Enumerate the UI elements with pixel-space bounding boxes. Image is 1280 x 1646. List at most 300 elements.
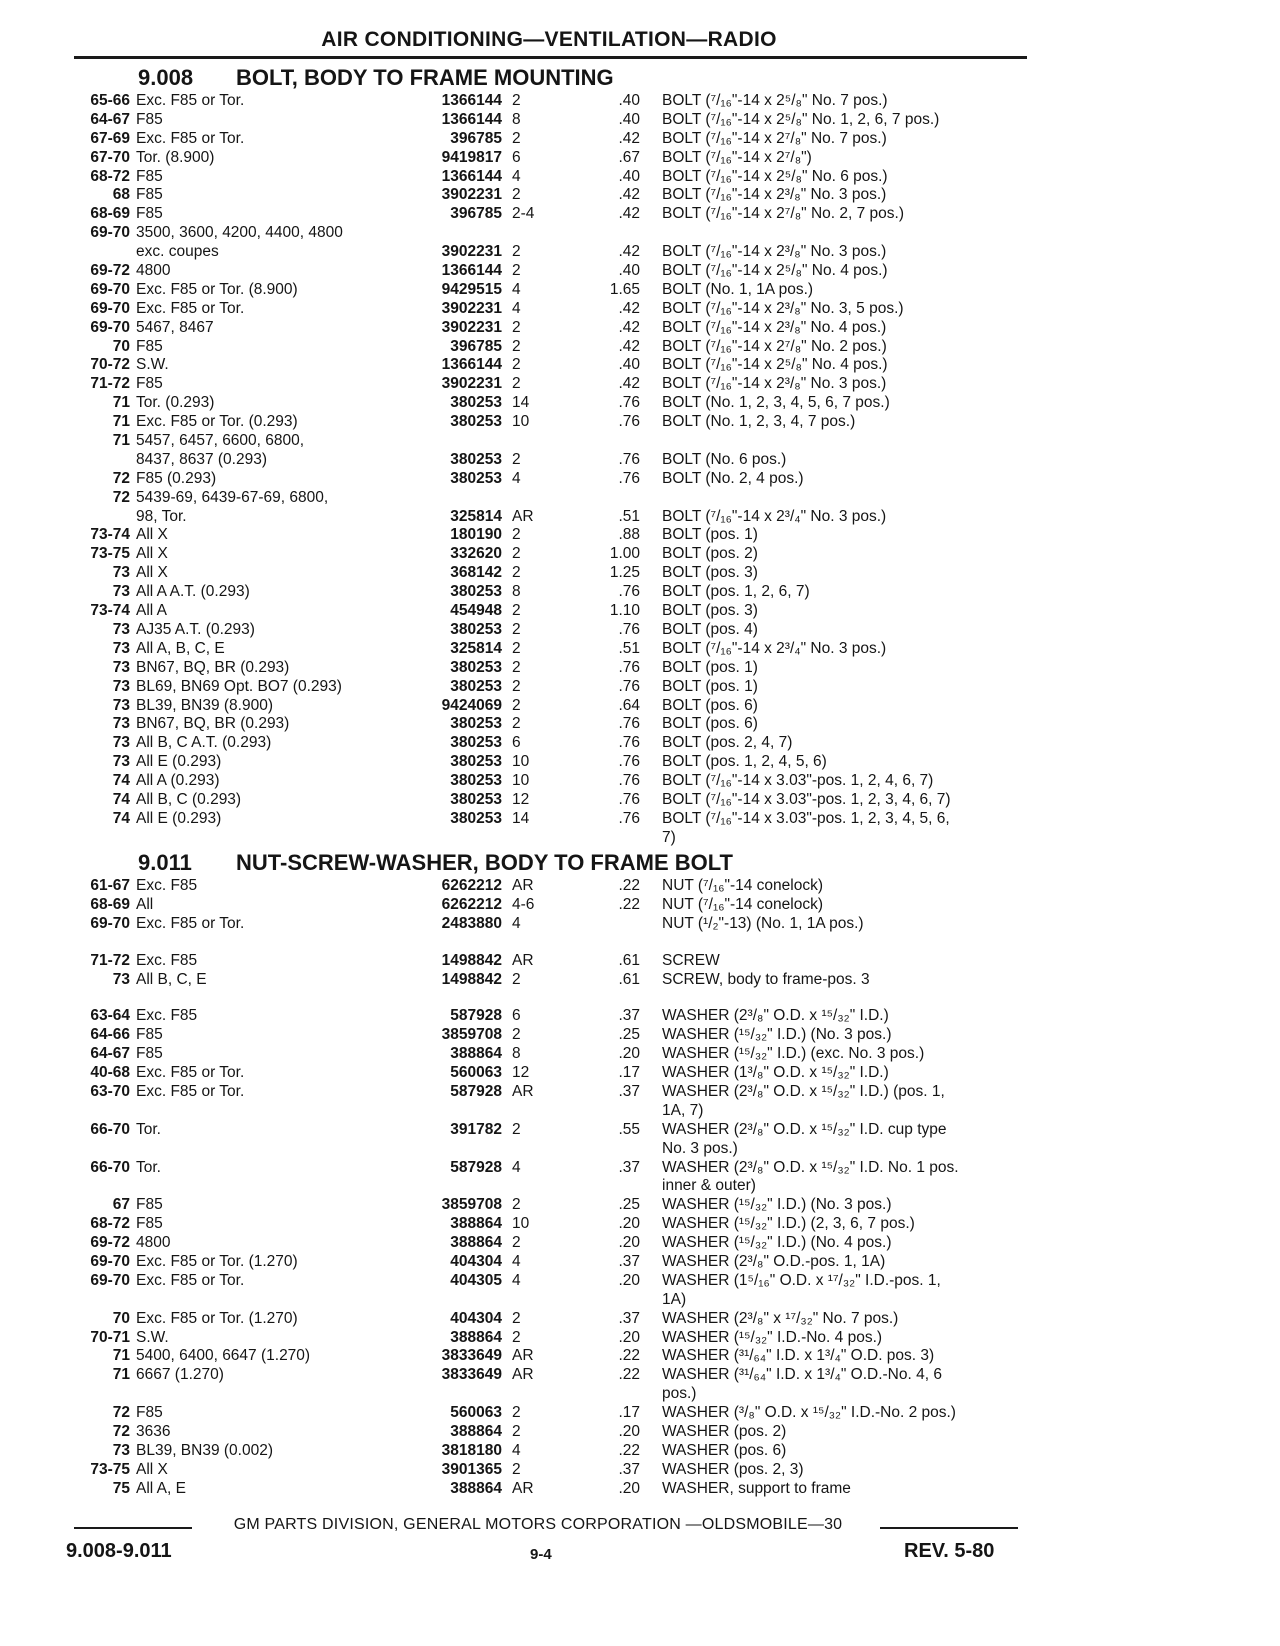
price-cell: .20 [618,1328,640,1346]
model-cell: 98, Tor. [136,507,187,525]
price-cell: .51 [618,639,640,657]
part-number-cell: 560063 [450,1064,502,1082]
model-cell: F85 [136,205,163,223]
model-cell: All B, C, E [136,970,207,988]
quantity-cell: 4-6 [512,895,535,913]
years-cell: 73-74 [90,602,130,620]
part-number-cell: 380253 [450,658,502,676]
description-cell: BOLT (⁷/₁₆"-14 x 2³/₈" No. 4 pos.) [662,318,887,336]
part-number-cell: 380253 [450,809,502,827]
model-cell: All B, C A.T. (0.293) [136,734,272,752]
table-row [0,1272,1280,1291]
model-cell: 8437, 8637 (0.293) [136,450,267,468]
table-row [0,1385,1280,1404]
price-cell: .37 [618,1253,640,1271]
quantity-cell: 8 [512,1045,521,1063]
price-cell: .37 [618,1007,640,1025]
price-cell: .40 [618,262,640,280]
model-cell: F85 [136,1045,163,1063]
price-cell: .37 [618,1083,640,1101]
years-cell: 71-72 [90,375,130,393]
model-cell: 3500, 3600, 4200, 4400, 4800 [136,224,343,242]
model-cell: All X [136,564,168,582]
price-cell: .22 [618,1441,640,1459]
part-number-cell: 380253 [450,469,502,487]
section-9-008 [0,64,1280,848]
quantity-cell: 2 [512,1196,521,1214]
description-cell: WASHER (2³/₈" O.D. x ¹⁵/₃₂" I.D.) (pos. 1, [662,1083,945,1101]
description-cell: BOLT (⁷/₁₆"-14 x 2³/₈" No. 3 pos.) [662,375,887,393]
description-cell: WASHER (¹⁵/₃₂" I.D.) (No. 3 pos.) [662,1196,892,1214]
table-row [0,1140,1280,1159]
description-cell: WASHER (pos. 6) [662,1441,787,1459]
table-row [0,1404,1280,1423]
price-cell: .67 [618,148,640,166]
description-cell: WASHER (¹⁵/₃₂" I.D.) (No. 4 pos.) [662,1234,892,1252]
years-cell: 74 [112,772,130,790]
table-row [0,1083,1280,1102]
description-cell: WASHER (¹⁵/₃₂" I.D.-No. 4 pos.) [662,1328,883,1346]
quantity-cell: 2 [512,639,521,657]
price-cell: .76 [618,753,640,771]
quantity-cell: 2 [512,658,521,676]
table-row [0,1480,1280,1499]
model-cell: F85 [136,375,163,393]
table-row [0,640,1280,659]
years-cell: 73 [112,970,130,988]
part-number-cell: 404305 [450,1271,502,1289]
years-cell: 69-70 [90,224,130,242]
quantity-cell: 2 [512,715,521,733]
part-number-cell: 560063 [450,1404,502,1422]
model-cell: Tor. [136,1120,161,1138]
model-cell: F85 [136,1196,163,1214]
years-cell: 72 [112,488,130,506]
price-cell: .61 [618,970,640,988]
table-row [0,1121,1280,1140]
quantity-cell: 4 [512,167,521,185]
footer-revision: REV. 5-80 [904,1540,995,1562]
quantity-cell: 10 [512,772,530,790]
quantity-cell: AR [512,1347,534,1365]
description-cell: BOLT (No. 1, 2, 3, 4, 5, 6, 7 pos.) [662,394,890,412]
years-cell: 69-70 [90,280,130,298]
price-cell: .42 [618,205,640,223]
model-cell: BL39, BN39 (0.002) [136,1441,274,1459]
quantity-cell: 8 [512,583,521,601]
table-row [0,1177,1280,1196]
model-cell: All [136,895,154,913]
description-cell: No. 3 pos.) [662,1139,738,1157]
table-row [0,186,1280,205]
table-row [0,877,1280,896]
table-row [0,130,1280,149]
model-cell: F85 [136,1026,163,1044]
table-row [0,583,1280,602]
table-row [0,262,1280,281]
description-cell: BOLT (⁷/₁₆"-14 x 2⁵/₈" No. 4 pos.) [662,356,888,374]
part-number-cell: 3902231 [441,186,502,204]
quantity-cell: 4 [512,1271,521,1289]
model-cell: 5400, 6400, 6647 (1.270) [136,1347,311,1365]
quantity-cell: 2 [512,1460,521,1478]
description-cell: WASHER (³/₈" O.D. x ¹⁵/₃₂" I.D.-No. 2 pos.) [662,1404,956,1422]
table-row [0,168,1280,187]
price-cell: .22 [618,895,640,913]
years-cell: 73-75 [90,545,130,563]
part-number-cell: 3859708 [441,1026,502,1044]
part-number-cell: 3902231 [441,299,502,317]
description-cell: BOLT (No. 2, 4 pos.) [662,469,804,487]
model-cell: All A [136,602,168,620]
years-cell: 73 [112,583,130,601]
part-number-cell: 380253 [450,753,502,771]
quantity-cell: 2 [512,1404,521,1422]
description-cell: WASHER (2³/₈" O.D. x ¹⁵/₃₂" I.D. No. 1 pos. [662,1158,959,1176]
table-row [0,1196,1280,1215]
description-cell: BOLT (pos. 1, 2, 6, 7) [662,583,810,601]
price-cell: .20 [618,1479,640,1497]
price-cell: .61 [618,951,640,969]
model-cell: Exc. F85 or Tor. (1.270) [136,1309,298,1327]
part-number-cell: 380253 [450,677,502,695]
price-cell: 1.65 [609,280,640,298]
table-row [0,772,1280,791]
part-number-cell: 3818180 [441,1441,502,1459]
table-row [0,971,1280,990]
price-cell: .25 [618,1026,640,1044]
years-cell: 68-69 [90,895,130,913]
table-row [0,952,1280,971]
price-cell: .76 [618,772,640,790]
quantity-cell: 2 [512,356,521,374]
quantity-cell: 2 [512,1120,521,1138]
years-cell: 71 [112,413,130,431]
table-row [0,791,1280,810]
years-cell: 73 [112,734,130,752]
price-cell: .51 [618,507,640,525]
years-cell: 70-72 [90,356,130,374]
model-cell: F85 [136,167,163,185]
model-cell: S.W. [136,356,169,374]
quantity-cell: AR [512,1083,534,1101]
description-cell: BOLT (pos. 3) [662,564,758,582]
quantity-cell: 2 [512,620,521,638]
quantity-cell: 2 [512,375,521,393]
table-row [0,1423,1280,1442]
table-row [0,1347,1280,1366]
part-number-cell: 380253 [450,620,502,638]
price-cell: .22 [618,877,640,894]
part-number-cell: 388864 [450,1328,502,1346]
model-cell: BL39, BN39 (8.900) [136,696,274,714]
price-cell: .37 [618,1309,640,1327]
model-cell: All A, B, C, E [136,639,225,657]
price-cell: .42 [618,318,640,336]
years-cell: 63-64 [90,1007,130,1025]
description-cell: BOLT (pos. 1) [662,658,758,676]
model-cell: All X [136,1460,168,1478]
years-cell: 69-72 [90,1234,130,1252]
quantity-cell: AR [512,877,534,894]
table-row [0,602,1280,621]
years-cell: 65-66 [90,92,130,109]
description-cell: NUT (¹/₂"-13) (No. 1, 1A pos.) [662,914,864,932]
table-row [0,300,1280,319]
quantity-cell: 2 [512,243,521,261]
years-cell: 71 [112,432,130,450]
description-cell: WASHER (1⁵/₁₆" O.D. x ¹⁷/₃₂" I.D.-pos. 1, [662,1271,941,1289]
table-row [0,243,1280,262]
model-cell: 4800 [136,1234,171,1252]
model-cell: 5467, 8467 [136,318,214,336]
part-number-cell: 404304 [450,1253,502,1271]
description-cell: WASHER (¹⁵/₃₂" I.D.) (2, 3, 6, 7 pos.) [662,1215,915,1233]
description-cell: WASHER (2³/₈" O.D.-pos. 1, 1A) [662,1253,886,1271]
part-number-cell: 332620 [450,545,502,563]
years-cell: 64-67 [90,110,130,128]
price-cell: .20 [618,1423,640,1441]
description-cell: BOLT (No. 6 pos.) [662,450,787,468]
quantity-cell: 2 [512,262,521,280]
years-cell: 69-70 [90,1271,130,1289]
years-cell: 73 [112,639,130,657]
description-cell: WASHER (2³/₈" O.D. x ¹⁵/₃₂" I.D.) [662,1007,889,1025]
part-number-cell: 380253 [450,772,502,790]
quantity-cell: 2 [512,1026,521,1044]
description-cell: WASHER (³¹/₆₄" I.D. x 1³/₄" O.D.-No. 4, 6 [662,1366,942,1384]
description-cell: WASHER (¹⁵/₃₂" I.D.) (No. 3 pos.) [662,1026,892,1044]
description-cell: 1A) [662,1290,687,1308]
price-cell: .76 [618,809,640,827]
model-cell: All A (0.293) [136,772,220,790]
price-cell: .76 [618,583,640,601]
years-cell: 70 [112,337,130,355]
description-cell: BOLT (pos. 6) [662,696,758,714]
quantity-cell: AR [512,1479,534,1497]
model-cell: Exc. F85 [136,1007,198,1025]
quantity-cell: 6 [512,1007,521,1025]
years-cell: 71 [112,1366,130,1384]
quantity-cell: 8 [512,110,521,128]
part-number-cell: 368142 [450,564,502,582]
part-number-cell: 391782 [450,1120,502,1138]
description-cell: SCREW, body to frame-pos. 3 [662,970,870,988]
years-cell: 40-68 [90,1064,130,1082]
table-row [0,526,1280,545]
part-number-cell: 587928 [450,1083,502,1101]
price-cell: .76 [618,658,640,676]
description-cell: NUT (⁷/₁₆"-14 conelock) [662,877,823,894]
model-cell: F85 [136,1404,163,1422]
description-cell: BOLT (⁷/₁₆"-14 x 2³/₈" No. 3 pos.) [662,186,887,204]
table-row [0,338,1280,357]
table-row [0,659,1280,678]
model-cell: Exc. F85 or Tor. (8.900) [136,280,298,298]
description-cell: BOLT (pos. 6) [662,715,758,733]
model-cell: Exc. F85 [136,877,198,894]
description-cell: WASHER, support to frame [662,1479,851,1497]
quantity-cell: 2 [512,1309,521,1327]
model-cell: BL69, BN69 Opt. BO7 (0.293) [136,677,342,695]
model-cell: Exc. F85 or Tor. [136,92,245,109]
part-number-cell: 380253 [450,715,502,733]
part-number-cell: 454948 [450,602,502,620]
parts-list [0,92,1280,848]
years-cell: 61-67 [90,877,130,894]
model-cell: Exc. F85 or Tor. [136,299,245,317]
table-row [0,394,1280,413]
quantity-cell: 12 [512,1064,530,1082]
part-number-cell: 396785 [450,205,502,223]
description-cell: pos.) [662,1385,697,1403]
table-row [0,1159,1280,1178]
quantity-cell: 2 [512,1328,521,1346]
footer-publisher: GM PARTS DIVISION, GENERAL MOTORS CORPORATION —OLDSMOBILE—30 [233,1516,843,1533]
years-cell: 69-70 [90,299,130,317]
model-cell: All A A.T. (0.293) [136,583,250,601]
model-cell: Tor. [136,1158,161,1176]
part-number-cell: 587928 [450,1007,502,1025]
model-cell: Tor. (0.293) [136,394,215,412]
price-cell: .37 [618,1460,640,1478]
quantity-cell: 12 [512,790,530,808]
price-cell: .88 [618,526,640,544]
years-cell: 66-70 [90,1120,130,1138]
part-number-cell: 1366144 [441,262,502,280]
part-number-cell: 6262212 [441,877,502,894]
table-row [0,564,1280,583]
description-cell: BOLT (⁷/₁₆"-14 x 2⁷/₈" No. 2, 7 pos.) [662,205,904,223]
description-cell: 1A, 7) [662,1101,704,1119]
model-cell: Exc. F85 [136,951,198,969]
table-row [0,697,1280,716]
quantity-cell: 4 [512,1441,521,1459]
years-cell: 72 [112,1423,130,1441]
model-cell: All X [136,545,168,563]
quantity-cell: 2 [512,1423,521,1441]
part-number-cell: 388864 [450,1215,502,1233]
years-cell: 69-70 [90,1253,130,1271]
table-row [0,1215,1280,1234]
description-cell: BOLT (No. 1, 2, 3, 4, 7 pos.) [662,413,856,431]
price-cell: .55 [618,1120,640,1138]
price-cell: .76 [618,469,640,487]
table-row [0,1310,1280,1329]
part-number-cell: 396785 [450,337,502,355]
model-cell: Exc. F85 or Tor. [136,1064,245,1082]
quantity-cell: 10 [512,753,530,771]
part-number-cell: 325814 [450,507,502,525]
model-cell: Tor. (8.900) [136,148,215,166]
model-cell: F85 (0.293) [136,469,217,487]
quantity-cell: 6 [512,734,521,752]
part-number-cell: 6262212 [441,895,502,913]
table-row [0,1329,1280,1348]
price-cell: .42 [618,299,640,317]
model-cell: All A, E [136,1479,186,1497]
quantity-cell: 10 [512,1215,530,1233]
price-cell: .76 [618,394,640,412]
price-cell: 1.25 [609,564,640,582]
part-number-cell: 1366144 [441,167,502,185]
description-cell: BOLT (pos. 1) [662,677,758,695]
part-number-cell: 388864 [450,1479,502,1497]
description-cell: WASHER (2³/₈" O.D. x ¹⁵/₃₂" I.D. cup type [662,1120,947,1138]
years-cell: 69-70 [90,318,130,336]
description-cell: BOLT (⁷/₁₆"-14 x 2⁵/₈" No. 4 pos.) [662,262,888,280]
years-cell: 74 [112,790,130,808]
years-cell: 74 [112,809,130,827]
quantity-cell: 4 [512,1253,521,1271]
years-cell: 71 [112,1347,130,1365]
description-cell: WASHER (pos. 2, 3) [662,1460,804,1478]
years-cell: 73 [112,564,130,582]
years-cell: 73 [112,753,130,771]
table-row [0,205,1280,224]
table-row [0,1007,1280,1026]
table-row [0,1234,1280,1253]
section-title [0,64,1280,92]
part-number-cell: 380253 [450,790,502,808]
part-number-cell: 1366144 [441,110,502,128]
part-number-cell: 3833649 [441,1366,502,1384]
description-cell: BOLT (⁷/₁₆"-14 x 2⁷/₈" No. 2 pos.) [662,337,887,355]
table-row [0,1442,1280,1461]
table-row [0,1366,1280,1385]
model-cell: Exc. F85 or Tor. [136,914,245,932]
table-row [0,413,1280,432]
description-cell: WASHER (2³/₈" x ¹⁷/₃₂" No. 7 pos.) [662,1309,899,1327]
price-cell: .40 [618,110,640,128]
quantity-cell: 4 [512,299,521,317]
years-cell: 67 [112,1196,130,1214]
part-number-cell: 388864 [450,1423,502,1441]
description-cell: BOLT (pos. 4) [662,620,758,638]
years-cell: 71-72 [90,951,130,969]
part-number-cell: 3902231 [441,375,502,393]
table-row [0,1026,1280,1045]
part-number-cell: 404304 [450,1309,502,1327]
years-cell: 73 [112,1441,130,1459]
description-cell: BOLT (No. 1, 1A pos.) [662,280,814,298]
description-cell: BOLT (⁷/₁₆"-14 x 2⁷/₈" No. 7 pos.) [662,129,887,147]
quantity-cell: 2 [512,526,521,544]
model-cell: exc. coupes [136,243,219,261]
quantity-cell: 4 [512,914,521,932]
footer-rule-left [74,1527,192,1529]
part-number-cell: 9429515 [441,280,502,298]
description-cell: BOLT (⁷/₁₆"-14 x 2⁷/₈") [662,148,812,166]
part-number-cell: 3859708 [441,1196,502,1214]
description-cell: BOLT (pos. 2, 4, 7) [662,734,793,752]
description-cell: BOLT (⁷/₁₆"-14 x 2⁵/₈" No. 6 pos.) [662,167,888,185]
years-cell: 72 [112,469,130,487]
quantity-cell: 4 [512,469,521,487]
description-cell: BOLT (⁷/₁₆"-14 x 3.03"-pos. 1, 2, 3, 4, 5, 6, [662,809,950,827]
table-row [0,715,1280,734]
quantity-cell: 4 [512,1158,521,1176]
quantity-cell: 2 [512,545,521,563]
description-cell: inner & outer) [662,1177,756,1195]
years-cell: 64-67 [90,1045,130,1063]
table-row [0,896,1280,915]
table-row [0,810,1280,829]
price-cell: .20 [618,1271,640,1289]
price-cell: .76 [618,715,640,733]
description-cell: WASHER (pos. 2) [662,1423,787,1441]
quantity-cell: AR [512,951,534,969]
